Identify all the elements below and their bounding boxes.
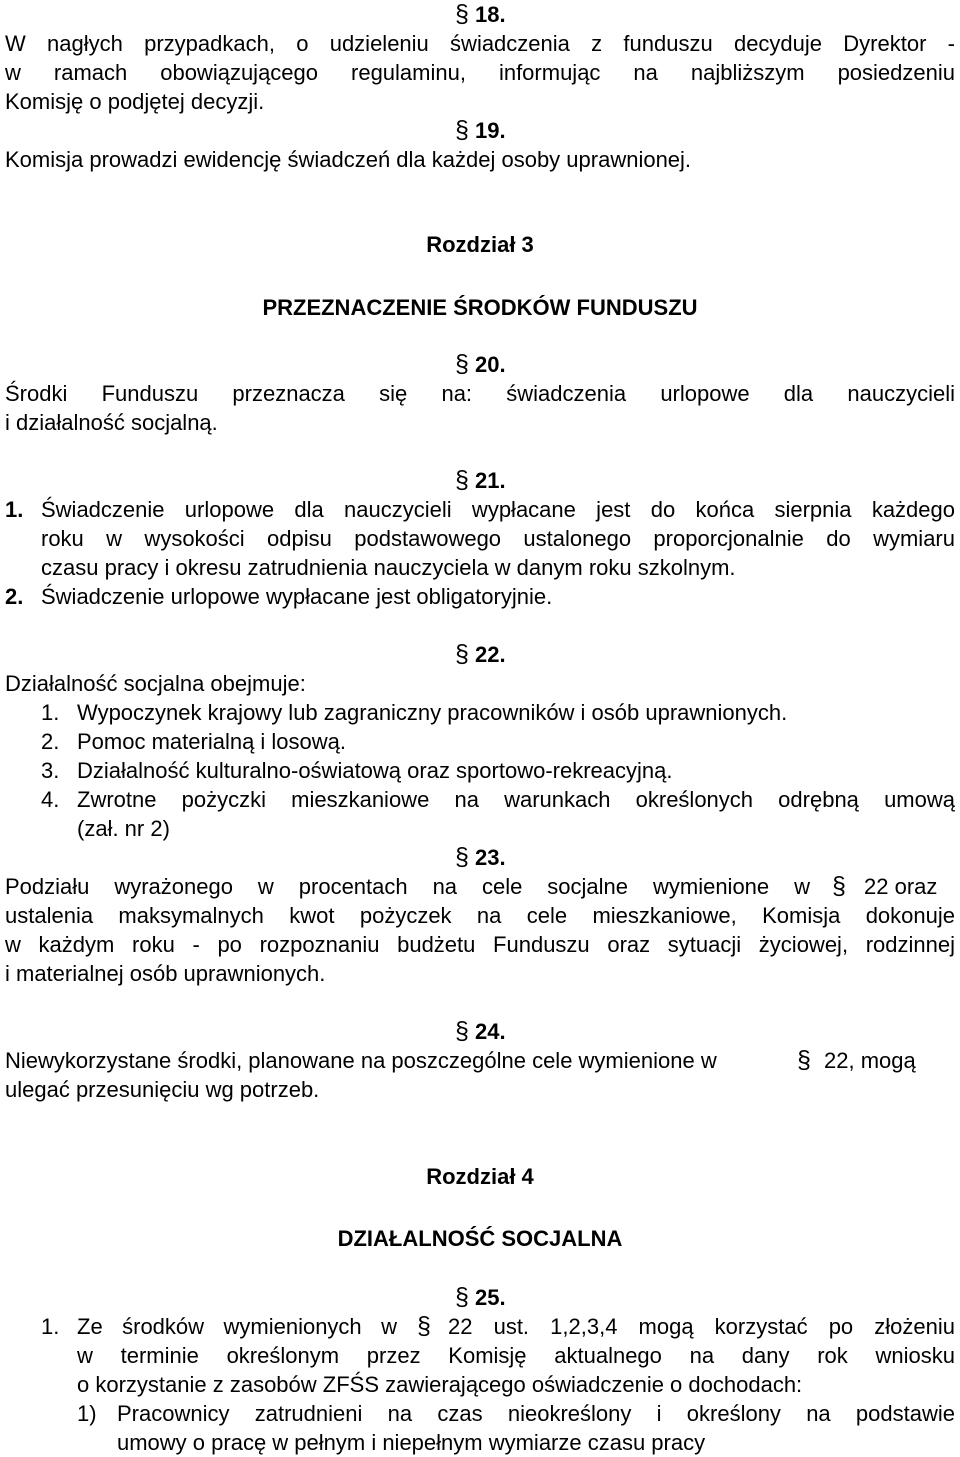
section-heading-24: [455, 1017, 506, 1046]
s22-item-4-cont: (zał. nr 2): [77, 816, 170, 841]
s25-p1-number: 1.: [41, 1314, 60, 1339]
s22-item-1-text: Wypoczynek krajowy lub zagraniczny pracowników i osób uprawnionych.: [77, 700, 788, 725]
section-number: 25.: [475, 1285, 506, 1310]
s20-line-1: Środki Funduszu przeznacza się na: świadczenia urlopowe dla nauczycieli: [5, 381, 955, 406]
section-heading-21: [455, 466, 506, 495]
s23-line-1a: Podziału wyrażonego w procentach na cele socjalne wymienione w: [5, 874, 810, 899]
s18-line-1: W nagłych przypadkach, o udzieleniu świadczenia z funduszu decyduje Dyrektor -: [5, 31, 955, 56]
chapter-3-label: Rozdział 3: [426, 232, 534, 257]
s18-line-2: w ramach obowiązującego regulaminu, informując na najbliższym posiedzeniu: [5, 60, 955, 85]
s23-line-1b: 22 oraz: [864, 874, 938, 899]
s23-line-3: w każdym roku - po rozpoznaniu budżetu Funduszu oraz sytuacji życiowej, rodzinnej: [5, 932, 955, 957]
s22-item-4-number: 4.: [41, 787, 60, 812]
s21-p2-number: 2.: [5, 584, 24, 609]
s22-item-3-number: 3.: [41, 758, 60, 783]
s22-intro: Działalność socjalna obejmuje:: [5, 671, 306, 696]
section-number: 18.: [475, 2, 506, 27]
s25-line-1a: Ze środków wymienionych w: [77, 1314, 397, 1339]
s25-line-2: w terminie określonym przez Komisję aktualnego na dany rok wniosku: [77, 1343, 955, 1368]
chapter-4-label: Rozdział 4: [426, 1164, 534, 1189]
section-ref-symbol: §: [832, 872, 846, 900]
chapter-3-title: PRZEZNACZENIE ŚRODKÓW FUNDUSZU: [262, 295, 698, 320]
s18-line-3: Komisję o podjętej decyzji.: [5, 89, 265, 114]
section-symbol: §: [455, 350, 469, 378]
section-symbol: §: [455, 640, 469, 668]
s25-sub1-text: Pracownicy zatrudnieni na czas nieokreślony i określony na podstawie: [117, 1401, 955, 1426]
s20-line-2: i działalność socjalną.: [5, 410, 218, 435]
section-number: 19.: [475, 118, 506, 143]
section-symbol: §: [455, 466, 469, 494]
s25-sub1-cont: umowy o pracę w pełnym i niepełnym wymiarze czasu pracy: [117, 1430, 706, 1455]
s22-item-2-number: 2.: [41, 729, 60, 754]
s22-item-1-number: 1.: [41, 700, 60, 725]
section-symbol: §: [455, 1017, 469, 1045]
s22-item-4-text: Zwrotne pożyczki mieszkaniowe na warunkach określonych odrębną umową: [77, 787, 955, 812]
section-heading-23: [455, 843, 506, 872]
section-symbol: §: [455, 0, 469, 28]
section-number: 21.: [475, 468, 506, 493]
s21-p1-number: 1.: [5, 497, 24, 522]
s25-line-1b: 22 ust. 1,2,3,4 mogą korzystać po złożeniu: [448, 1314, 955, 1339]
section-symbol: §: [455, 843, 469, 871]
section-symbol: §: [455, 116, 469, 144]
s23-line-2: ustalenia maksymalnych kwot pożyczek na cele mieszkaniowe, Komisja dokonuje: [5, 903, 955, 928]
s23-line-4: i materialnej osób uprawnionych.: [5, 961, 326, 986]
s22-item-2-text: Pomoc materialną i losową.: [77, 729, 347, 754]
section-ref-symbol: §: [417, 1312, 431, 1340]
section-heading-22: [455, 640, 506, 669]
s25-line-3: o korzystanie z zasobów ZFŚS zawierającego oświadczenie o dochodach:: [77, 1372, 803, 1397]
s24-line-1b: 22, mogą: [824, 1048, 916, 1073]
s24-line-1a: Niewykorzystane środki, planowane na poszczególne cele wymienione w: [5, 1048, 717, 1073]
section-number: 24.: [475, 1019, 506, 1044]
s25-sub1-number: 1): [77, 1401, 97, 1426]
section-number: 20.: [475, 352, 506, 377]
s21-p1-line-2: roku w wysokości odpisu podstawowego ustalonego proporcjonalnie do wymiaru: [41, 526, 955, 551]
section-heading-20: [455, 350, 506, 379]
section-heading-18: [455, 0, 506, 29]
section-heading-25: [455, 1283, 506, 1312]
s21-p1-line-3: czasu pracy i okresu zatrudnienia nauczyciela w danym roku szkolnym.: [41, 555, 736, 580]
s19-text: Komisja prowadzi ewidencję świadczeń dla każdej osoby uprawnionej.: [5, 147, 692, 172]
section-ref-symbol: §: [797, 1046, 811, 1074]
chapter-4-title: DZIAŁALNOŚĆ SOCJALNA: [337, 1226, 623, 1251]
s24-line-2: ulegać przesunięciu wg potrzeb.: [5, 1077, 320, 1102]
s21-p2-text: Świadczenie urlopowe wypłacane jest obligatoryjnie.: [41, 584, 553, 609]
section-symbol: §: [455, 1283, 469, 1311]
s22-item-3-text: Działalność kulturalno-oświatową oraz sportowo-rekreacyjną.: [77, 758, 673, 783]
section-number: 23.: [475, 845, 506, 870]
section-heading-19: [455, 116, 506, 145]
s21-p1-line-1: Świadczenie urlopowe dla nauczycieli wypłacane jest do końca sierpnia każdego: [41, 497, 955, 522]
section-number: 22.: [475, 642, 506, 667]
